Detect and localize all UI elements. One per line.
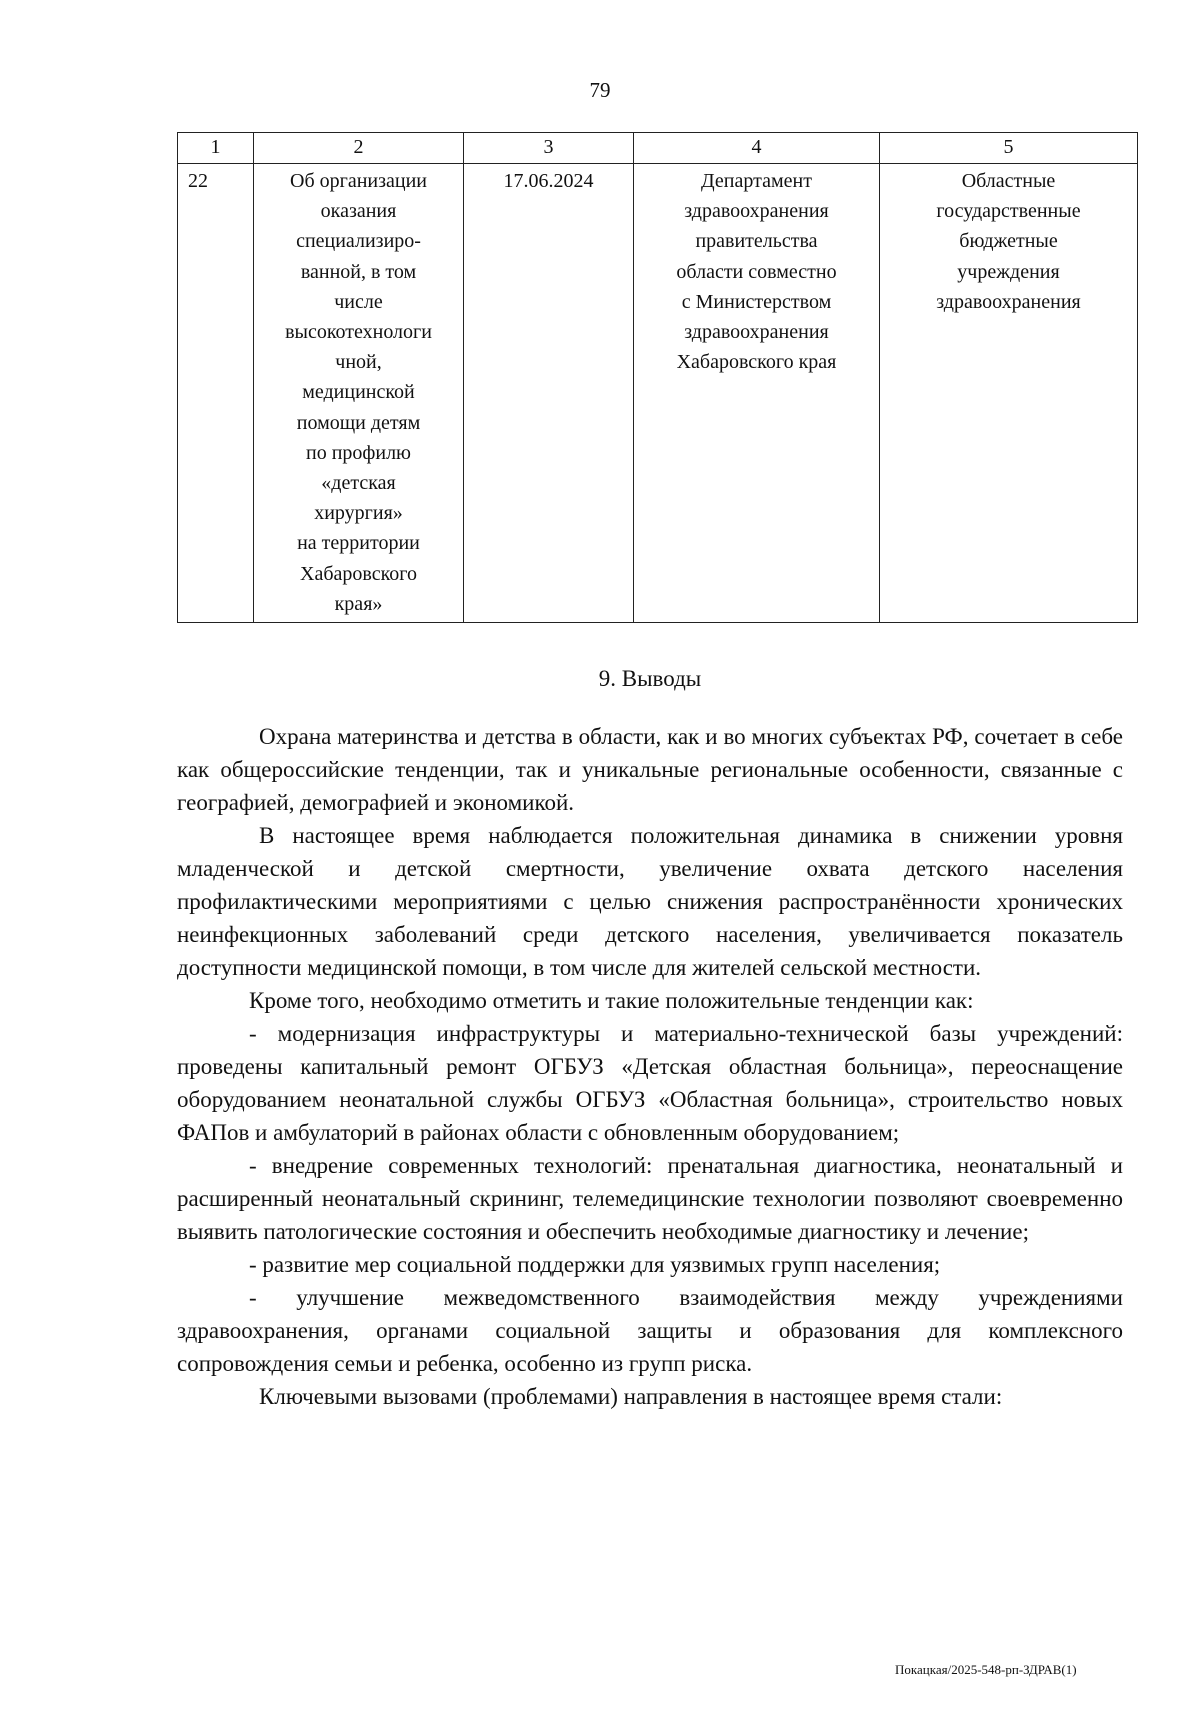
paragraph: Ключевыми вызовами (проблемами) направления в настоящее время стали: bbox=[259, 1384, 1003, 1409]
document-title-cell bbox=[254, 164, 464, 623]
cell-line: медицинской bbox=[302, 381, 415, 404]
cell-line: «детская bbox=[321, 472, 396, 495]
table-row bbox=[178, 164, 1138, 623]
paragraph: Охрана материнства и детства в области, как и во многих субъектах РФ, сочетает в себе как общероссийские тенденции, так и уникальные региональные особенности, связанные с географией, демографией и экономикой. bbox=[177, 724, 1123, 815]
cell-line: помощи детям bbox=[296, 411, 421, 434]
cell-line: высокотехнологи bbox=[285, 321, 432, 344]
cell-line: специализиро- bbox=[296, 230, 421, 253]
section-title: 9. Выводы bbox=[598, 666, 702, 691]
measures-table bbox=[177, 132, 1138, 623]
table-header-row bbox=[178, 133, 1138, 164]
cell-line: здравоохранения bbox=[684, 200, 829, 223]
cell-line: по профилю bbox=[306, 441, 411, 464]
cell-line: Хабаровского края bbox=[676, 351, 837, 374]
cell-line: с Министерством bbox=[681, 290, 832, 313]
cell-line: ванной, в том bbox=[300, 260, 417, 283]
executors-cell bbox=[880, 164, 1138, 623]
row-number-cell: 22 bbox=[178, 164, 254, 623]
bullet-paragraph: - внедрение современных технологий: пренатальная диагностика, неонатальный и расширенный неонатальный скрининг, телемедицинские технологии позволяют своевременно выявить патологические состояния и обеспечить необходимые диагностику и лечение; bbox=[177, 1153, 1123, 1244]
cell-line: хирургия» bbox=[314, 502, 403, 525]
table-header-cell: 2 bbox=[254, 133, 464, 164]
cell-line: края» bbox=[334, 592, 383, 615]
bullet-paragraph: - улучшение межведомственного взаимодействия между учреждениями здравоохранения, органами социальной защиты и образования для комплексного сопровождения семьи и ребенка, особенно из групп риска. bbox=[177, 1285, 1123, 1376]
cell-line: здравоохранения bbox=[936, 290, 1081, 313]
cell-line: правительства bbox=[695, 230, 818, 253]
cell-line: Областные bbox=[961, 170, 1056, 192]
cell-line: здравоохранения bbox=[684, 321, 829, 344]
section-body bbox=[177, 720, 1123, 1413]
cell-line: на территории bbox=[297, 532, 420, 555]
page-number: 79 bbox=[589, 78, 611, 102]
cell-line: Департамент bbox=[701, 170, 812, 192]
cell-line: Об организации bbox=[290, 170, 427, 192]
table-header-cell: 4 bbox=[634, 133, 880, 164]
cell-line: чной, bbox=[335, 351, 382, 374]
table-header-cell: 1 bbox=[178, 133, 254, 164]
table-header-cell: 5 bbox=[880, 133, 1138, 164]
table-header-cell: 3 bbox=[464, 133, 634, 164]
cell-line: учреждения bbox=[957, 260, 1060, 283]
cell-line: оказания bbox=[320, 200, 397, 223]
bullet-paragraph: - развитие мер социальной поддержки для уязвимых групп населения; bbox=[249, 1252, 941, 1277]
paragraph: Кроме того, необходимо отметить и такие положительные тенденции как: bbox=[249, 988, 974, 1013]
cell-line: области совместно bbox=[676, 260, 837, 283]
paragraph: В настоящее время наблюдается положительная динамика в снижении уровня младенческой и детской смертности, увеличение охвата детского населения профилактическими мероприятиями с целью снижения распространённости хронических неинфекционных заболеваний среди детского населения, увеличивается показатель доступности медицинской помощи, в том числе для жителей сельской местности. bbox=[177, 823, 1123, 980]
cell-line: числе bbox=[334, 290, 383, 313]
cell-line: Хабаровского bbox=[300, 562, 417, 585]
responsible-cell bbox=[634, 164, 880, 623]
cell-line: государственные bbox=[936, 200, 1081, 223]
date-cell: 17.06.2024 bbox=[464, 164, 634, 623]
bullet-paragraph: - модернизация инфраструктуры и материально-технической базы учреждений: проведены капитальный ремонт ОГБУЗ «Детская областная больница», переоснащение оборудованием неонатальной службы ОГБУЗ «Областная больница», строительство новых ФАПов и амбулаторий в районах области с обновленным оборудованием; bbox=[177, 1021, 1123, 1145]
document-footer-code: Покацкая/2025-548-рп-ЗДРАВ(1) bbox=[895, 1662, 1077, 1677]
cell-line: бюджетные bbox=[959, 230, 1058, 253]
